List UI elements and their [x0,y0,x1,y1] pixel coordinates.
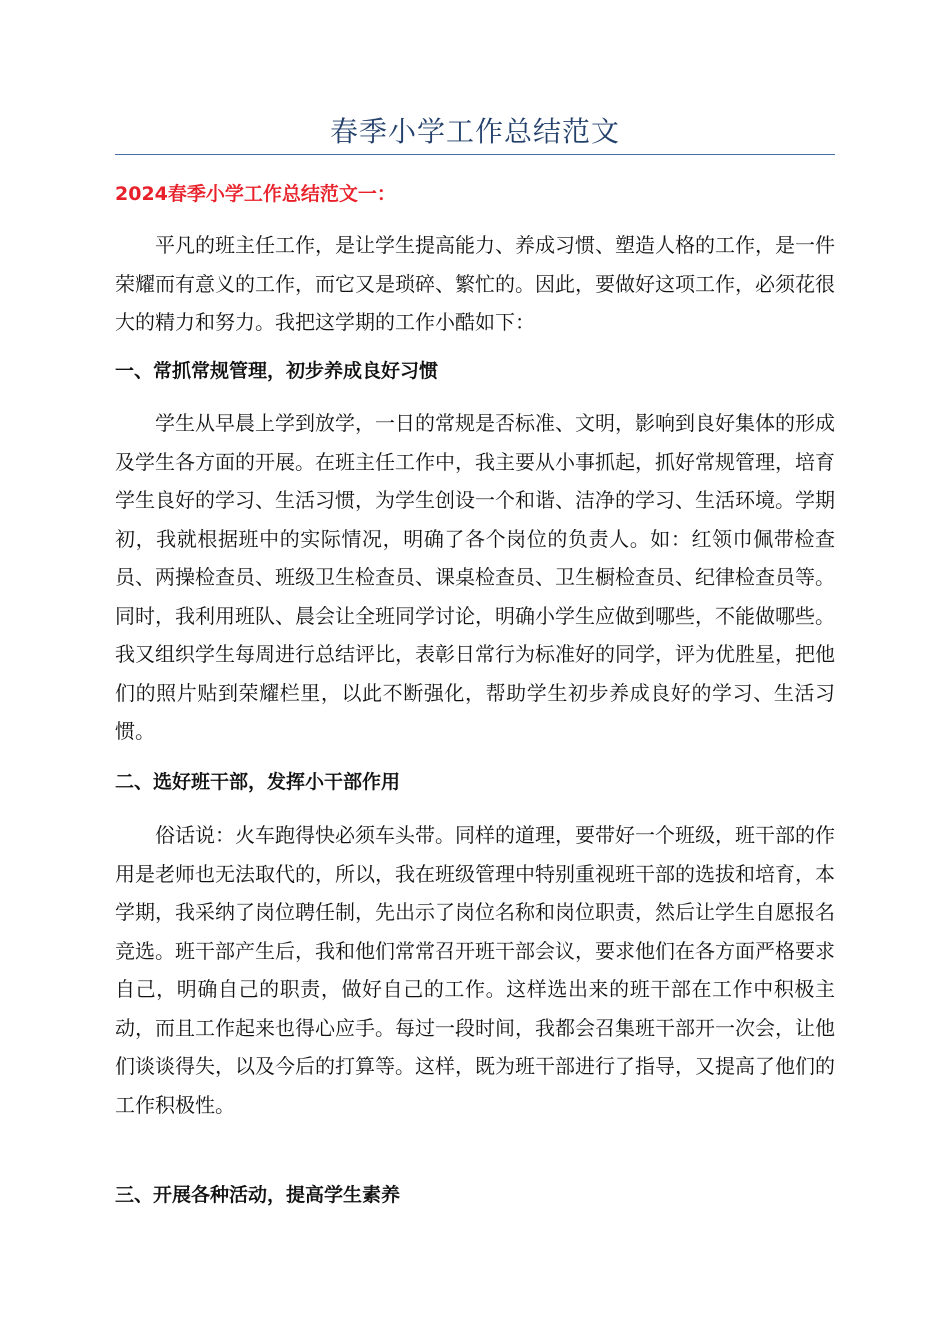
document-title: 春季小学工作总结范文 [329,115,620,148]
section-body-2: 俗话说：火车跑得快必须车头带。同样的道理，要带好一个班级，班干部的作用是老师也无法取代的，所以，我在班级管理中特别重视班干部的选拔和培育，本学期，我采纳了岗位聘任制，先出示了岗位名称和岗位职责，然后让学生自愿报名竞选。班干部产生后，我和他们常常召开班干部会议，要求他们在各方面严格要求自己，明确自己的职责，做好自己的工作。这样选出来的班干部在工作中积极主动，而且工作起来也得心应手。每过一段时间，我都会召集班干部开一次会，让他们谈谈得失，以及今后的打算等。这样，既为班干部进行了指导，又提高了他们的工作积极性。 [115,823,835,1117]
intro-paragraph: 平凡的班主任工作，是让学生提高能力、养成习惯、塑造人格的工作，是一件荣耀而有意义的工作，而它又是琐碎、繁忙的。因此，要做好这项工作，必须花很大的精力和努力。我把这学期的工作小酷如下： [115,233,835,334]
section-heading-1: 一、常抓常规管理，初步养成良好习惯 [115,360,439,382]
section-heading-2: 二、选好班干部，发挥小干部作用 [115,771,401,793]
title-underline [115,154,835,155]
document-subtitle: 2024春季小学工作总结范文一： [115,183,396,205]
section-body-1: 学生从早晨上学到放学，一日的常规是否标准、文明，影响到良好集体的形成及学生各方面的开展。在班主任工作中，我主要从小事抓起，抓好常规管理，培育学生良好的学习、生活习惯，为学生创设一个和谐、洁净的学习、生活环境。学期初，我就根据班中的实际情况，明确了各个岗位的负责人。如：红领巾佩带检查员、两操检查员、班级卫生检查员、课桌检查员、卫生橱检查员、纪律检查员等。同时，我利用班队、晨会让全班同学讨论，明确小学生应做到哪些，不能做哪些。我又组织学生每周进行总结评比，表彰日常行为标准好的同学，评为优胜星，把他们的照片贴到荣耀栏里，以此不断强化，帮助学生初步养成良好的学习、生活习惯。 [115,411,835,743]
section-heading-3: 三、开展各种活动，提高学生素养 [115,1184,401,1206]
